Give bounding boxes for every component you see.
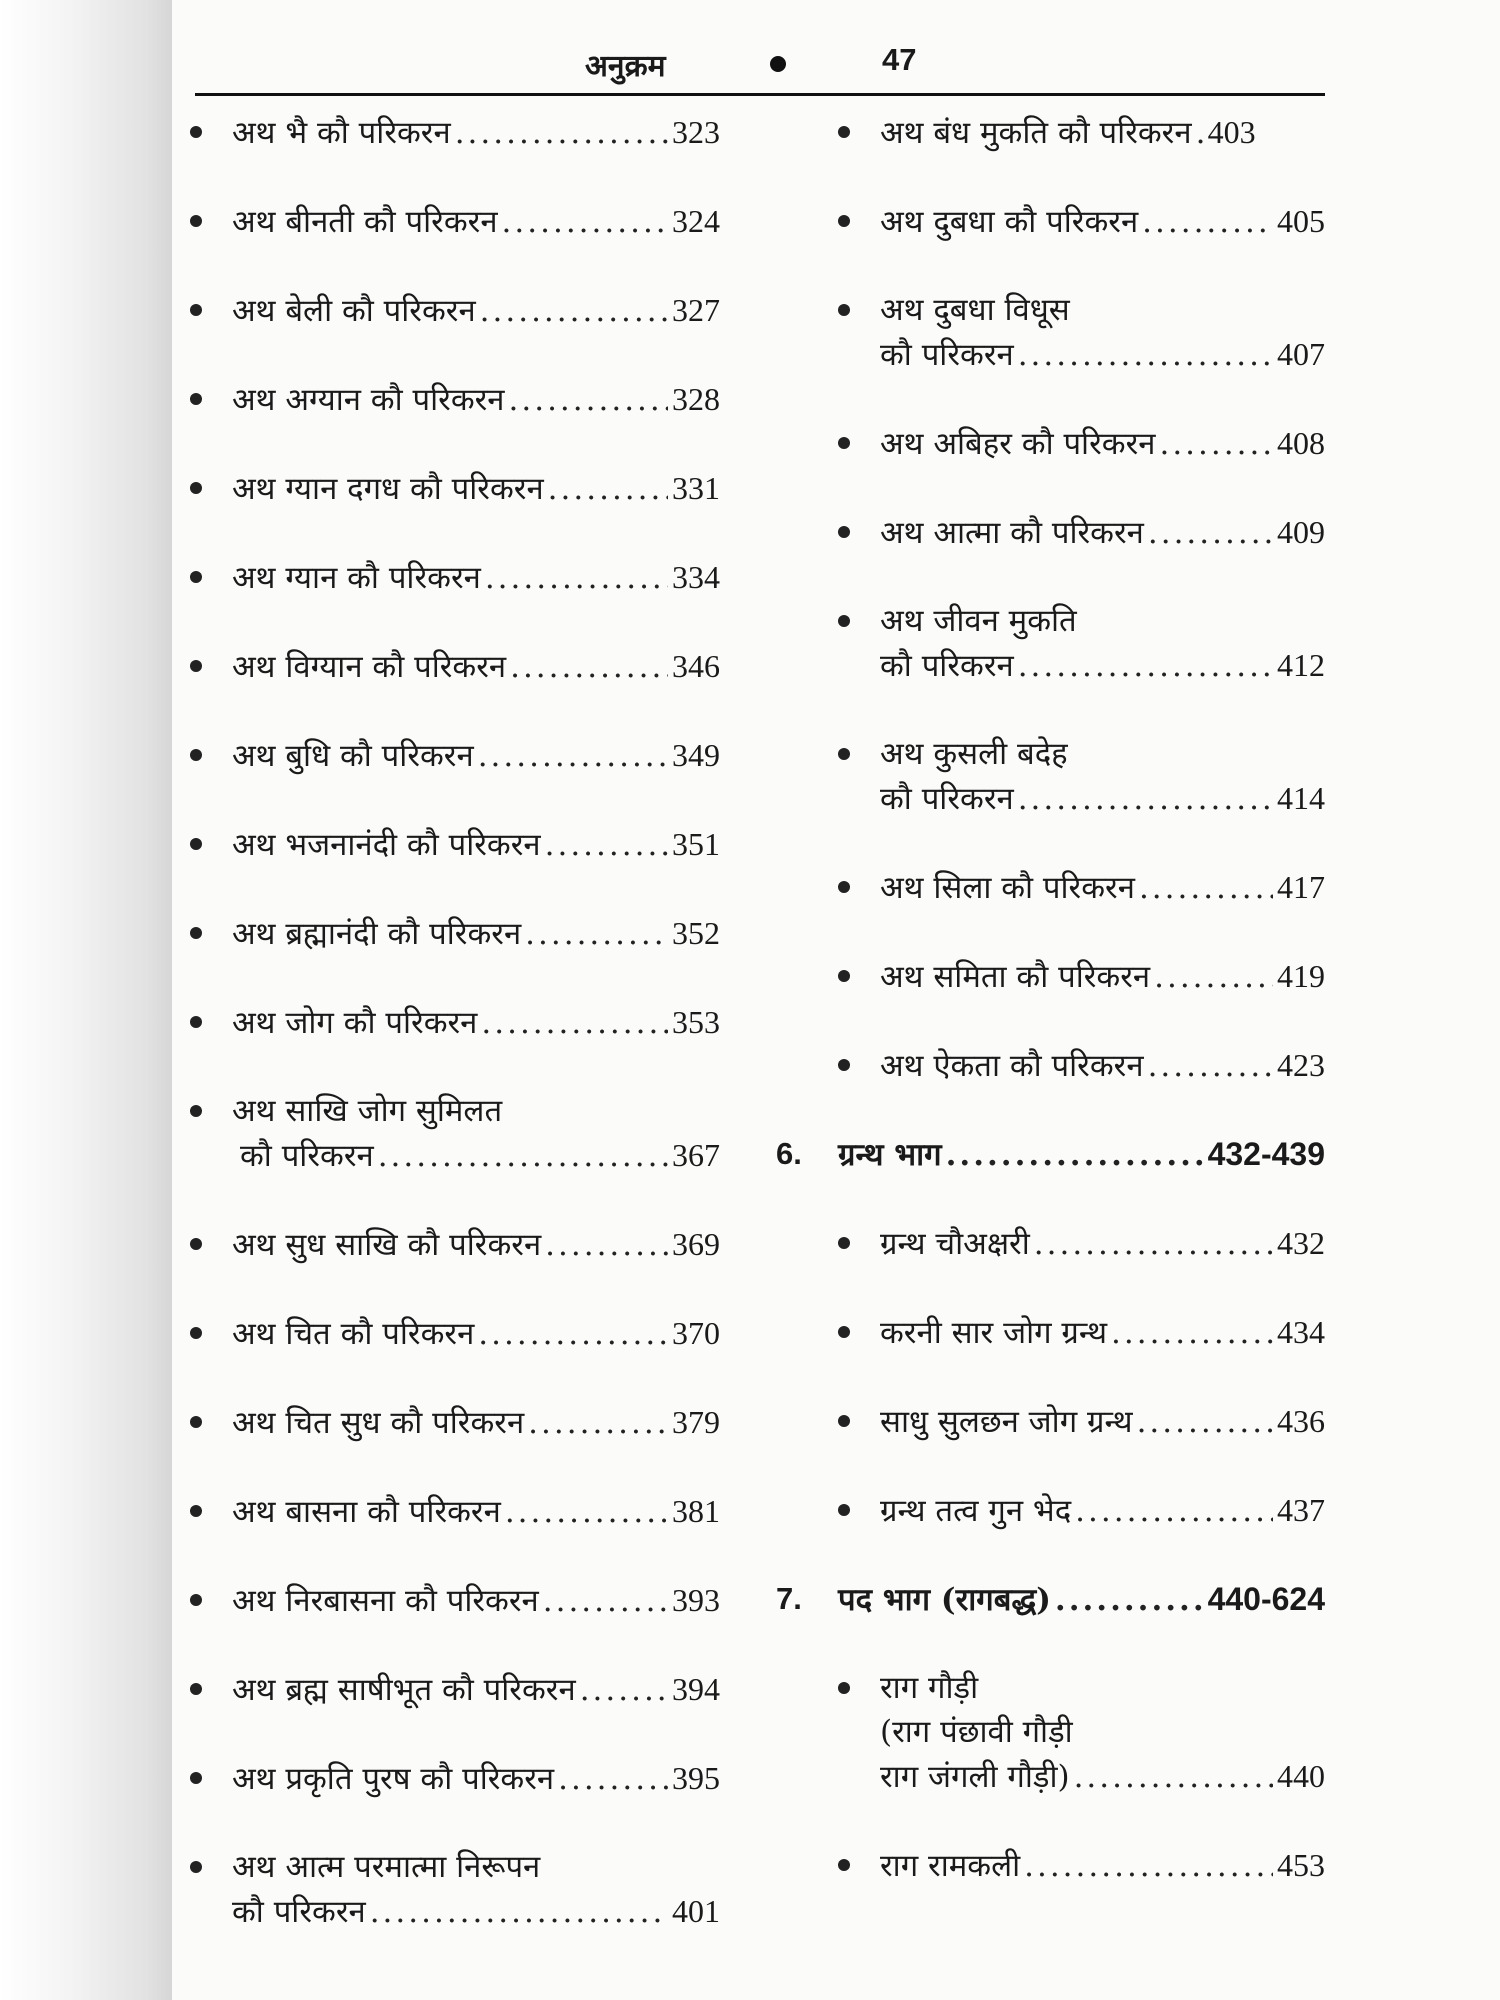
bullet-icon [190,749,202,761]
entry-label: अथ निरबासना कौ परिकरन [232,1583,539,1619]
bullet-icon [190,1105,202,1117]
leader-dots [1034,1222,1273,1266]
toc-entry [190,1578,720,1623]
leader-dots [545,1223,668,1267]
entry-page: 414 [1277,780,1325,816]
bullet-icon [190,927,202,939]
section-number: 7. [776,1581,802,1616]
toc-entry [838,954,1325,999]
entry-label-line1: अथ कुसली बदेह [880,736,1068,772]
entry-page: 349 [672,737,720,773]
entry-page: 417 [1277,869,1325,905]
toc-entry [190,110,720,155]
bullet-icon [190,393,202,405]
toc-entry [838,1843,1325,1888]
leader-dots [1074,1755,1273,1799]
entry-label: अथ ऐकता कौ परिकरन [880,1048,1144,1084]
page-number: 47 [882,42,917,77]
entry-page: 327 [672,292,720,328]
leader-dots [528,1401,668,1445]
leader-dots [580,1668,668,1712]
bullet-icon [190,1683,202,1695]
bullet-icon [838,215,850,227]
toc-entry [190,1311,720,1356]
entry-page: 379 [672,1404,720,1440]
entry-label: कौ परिकरन [880,781,1014,817]
entry-label: ग्रन्थ चौअक्षरी [880,1226,1030,1262]
toc-entry [190,1222,720,1267]
header-rule [195,93,1325,96]
toc-entry [838,1488,1325,1533]
entry-label: अथ ग्यान दगध कौ परिकरन [232,471,544,507]
leader-dots [1111,1311,1273,1355]
entry-page: 401 [672,1893,720,1929]
toc-entry [190,1845,720,1934]
entry-page: 370 [672,1315,720,1351]
entry-page: 419 [1277,958,1325,994]
entry-page: 367 [672,1137,720,1173]
entry-page: 405 [1277,203,1325,239]
toc-right-column [776,110,1325,1932]
entry-label: अथ चित कौ परिकरन [232,1316,475,1352]
leader-dots [558,1757,668,1801]
section-label: ग्रन्थ भाग [838,1137,942,1173]
bullet-icon [838,1859,850,1871]
bullet-icon [838,437,850,449]
leader-dots [1142,200,1273,244]
entry-page: 434 [1277,1314,1325,1350]
bullet-icon [838,304,850,316]
entry-label: कौ परिकरन [232,1894,366,1930]
toc-entry [190,1000,720,1045]
entry-label-line1: अथ साखि जोग सुमिलत [232,1093,503,1129]
entry-page: 394 [672,1671,720,1707]
leader-dots [1196,111,1204,155]
toc-entry [190,1400,720,1445]
entry-label: कौ परिकरन [880,337,1014,373]
entry-page: 381 [672,1493,720,1529]
entry-page: 334 [672,559,720,595]
bullet-icon [838,1682,850,1694]
entry-page: 328 [672,381,720,417]
toc-entry [190,466,720,511]
entry-label: अथ ब्रह्म साषीभूत कौ परिकरन [232,1672,576,1708]
leader-dots [1148,511,1273,555]
bullet-icon [190,1861,202,1873]
leader-dots [1018,644,1273,688]
toc-entry [190,733,720,778]
entry-label: अथ जोग कौ परिकरन [232,1005,478,1041]
bullet-icon [838,1237,850,1249]
entry-page: 393 [672,1582,720,1618]
leader-dots [378,1134,668,1178]
leader-dots [478,734,668,778]
leader-dots [548,467,668,511]
bullet-icon [190,1772,202,1784]
entry-label: अथ बासना कौ परिकरन [232,1494,501,1530]
header-bullet-icon [770,56,786,72]
bullet-icon [190,660,202,672]
leader-dots [1148,1044,1273,1088]
toc-entry [838,599,1325,688]
toc-entry [838,1399,1325,1444]
leader-dots [543,1579,668,1623]
entry-page: 409 [1277,514,1325,550]
bullet-icon [838,1326,850,1338]
leader-dots [455,111,668,155]
leader-dots [1154,955,1273,999]
entry-label: अथ चित सुध कौ परिकरन [232,1405,525,1441]
entry-page: 412 [1277,647,1325,683]
entry-label-line1: अथ आत्म परमात्मा निरूपन [232,1849,541,1885]
leader-dots [1137,1400,1273,1444]
entry-page: 440 [1277,1758,1325,1794]
entry-label-line1: अथ दुबधा विधूस [880,292,1070,328]
toc-entry [838,510,1325,555]
section-pages: 440-624 [1207,1581,1325,1617]
entry-label: अथ विग्यान कौ परिकरन [232,649,507,685]
bullet-icon [838,1059,850,1071]
bullet-icon [838,881,850,893]
bullet-icon [190,126,202,138]
toc-entry [190,822,720,867]
toc-entry [838,199,1325,244]
bullet-icon [190,304,202,316]
entry-label: अथ प्रकृति पुरष कौ परिकरन [232,1761,555,1797]
toc-entry [838,421,1325,466]
toc-entry [838,1043,1325,1088]
entry-label: कौ परिकरन [880,648,1014,684]
leader-dots [485,556,668,600]
leader-dots [1055,1578,1204,1622]
section-pages: 432-439 [1207,1136,1325,1172]
entry-label: अथ दुबधा कौ परिकरन [880,204,1139,240]
entry-label: राग रामकली [880,1848,1021,1884]
toc-entry [838,1310,1325,1355]
bullet-icon [190,1016,202,1028]
toc-entry [190,288,720,333]
toc-entry [190,1489,720,1534]
entry-label: अथ बेली कौ परिकरन [232,293,476,329]
leader-dots [545,823,668,867]
entry-page: 432 [1277,1225,1325,1261]
bullet-icon [190,571,202,583]
section-label: पद भाग (रागबद्ध) [838,1582,1051,1618]
entry-label: अथ बुधि कौ परिकरन [232,738,474,774]
toc-entry [838,110,1325,155]
entry-label: अथ अबिहर कौ परिकरन [880,426,1156,462]
toc-entry [838,865,1325,910]
toc-entry [190,911,720,956]
bullet-icon [838,748,850,760]
entry-label-line1: राग गौड़ी [880,1670,979,1706]
entry-label: अथ अग्यान कौ परिकरन [232,382,505,418]
toc-entry [190,1756,720,1801]
leader-dots [510,645,668,689]
toc-entry [190,377,720,422]
entry-label-line2: (राग पंछावी गौड़ी [880,1714,1073,1750]
bullet-icon [838,126,850,138]
entry-label: करनी सार जोग ग्रन्थ [880,1315,1108,1351]
entry-label: अथ ब्रह्मानंदी कौ परिकरन [232,916,522,952]
leader-dots [502,200,668,244]
section-heading-6 [776,1132,1325,1177]
leader-dots [480,289,668,333]
bullet-icon [190,215,202,227]
leader-dots [478,1312,668,1356]
leader-dots [1024,1844,1273,1888]
leader-dots [946,1133,1204,1177]
bullet-icon [838,615,850,627]
leader-dots [525,912,668,956]
leader-dots [481,1001,668,1045]
entry-label: ग्रन्थ तत्व गुन भेद [880,1493,1072,1529]
entry-label: अथ भजनानंदी कौ परिकरन [232,827,541,863]
toc-entry [838,732,1325,821]
bullet-icon [838,1504,850,1516]
bullet-icon [190,1594,202,1606]
bullet-icon [190,1327,202,1339]
entry-page: 437 [1277,1492,1325,1528]
toc-entry [838,1221,1325,1266]
entry-label: अथ बीनती कौ परिकरन [232,204,498,240]
entry-label: अथ ग्यान कौ परिकरन [232,560,481,596]
bullet-icon [190,1238,202,1250]
bullet-icon [838,1415,850,1427]
entry-page: 331 [672,470,720,506]
entry-page: 395 [672,1760,720,1796]
entry-page: 323 [672,114,720,150]
leader-dots [1075,1489,1273,1533]
bullet-icon [838,526,850,538]
toc-entry [838,288,1325,377]
toc-entry [190,199,720,244]
leader-dots [505,1490,668,1534]
leader-dots [1018,777,1273,821]
entry-page: 408 [1277,425,1325,461]
entry-page: 351 [672,826,720,862]
entry-label: अथ आत्मा कौ परिकरन [880,515,1144,551]
entry-page: 436 [1277,1403,1325,1439]
toc-entry [190,555,720,600]
section-heading-7 [776,1577,1325,1622]
toc-entry [190,1667,720,1712]
entry-label: राग जंगली गौड़ी) [880,1759,1070,1795]
entry-page: 403 [1207,114,1256,150]
leader-dots [1159,422,1273,466]
bullet-icon [190,838,202,850]
entry-page: 453 [1277,1847,1325,1883]
bullet-icon [190,1416,202,1428]
page-header [195,40,1325,96]
toc-entry [838,1666,1325,1799]
entry-label: साधु सुलछन जोग ग्रन्थ [880,1404,1133,1440]
bullet-icon [190,1505,202,1517]
book-gutter-shadow [0,0,172,2000]
leader-dots [1139,866,1273,910]
entry-page: 324 [672,203,720,239]
toc-entry [190,1089,720,1178]
toc-left-column [190,110,720,1978]
entry-label: अथ सिला कौ परिकरन [880,870,1135,906]
running-title: अनुक्रम [585,49,666,84]
leader-dots [370,1890,668,1934]
bullet-icon [190,482,202,494]
entry-label-line1: अथ जीवन मुकति [880,603,1077,639]
entry-page: 407 [1277,336,1325,372]
section-number: 6. [776,1136,802,1171]
entry-page: 353 [672,1004,720,1040]
bullet-icon [838,970,850,982]
entry-label: कौ परिकरन [240,1138,374,1174]
toc-entry [190,644,720,689]
entry-page: 369 [672,1226,720,1262]
leader-dots [509,378,668,422]
entry-page: 346 [672,648,720,684]
entry-page: 423 [1277,1047,1325,1083]
entry-page: 352 [672,915,720,951]
entry-label: अथ बंध मुकति कौ परिकरन [880,115,1192,151]
entry-label: अथ सुध साखि कौ परिकरन [232,1227,542,1263]
entry-label: अथ भै कौ परिकरन [232,115,451,151]
entry-label: अथ समिता कौ परिकरन [880,959,1151,995]
leader-dots [1018,333,1273,377]
